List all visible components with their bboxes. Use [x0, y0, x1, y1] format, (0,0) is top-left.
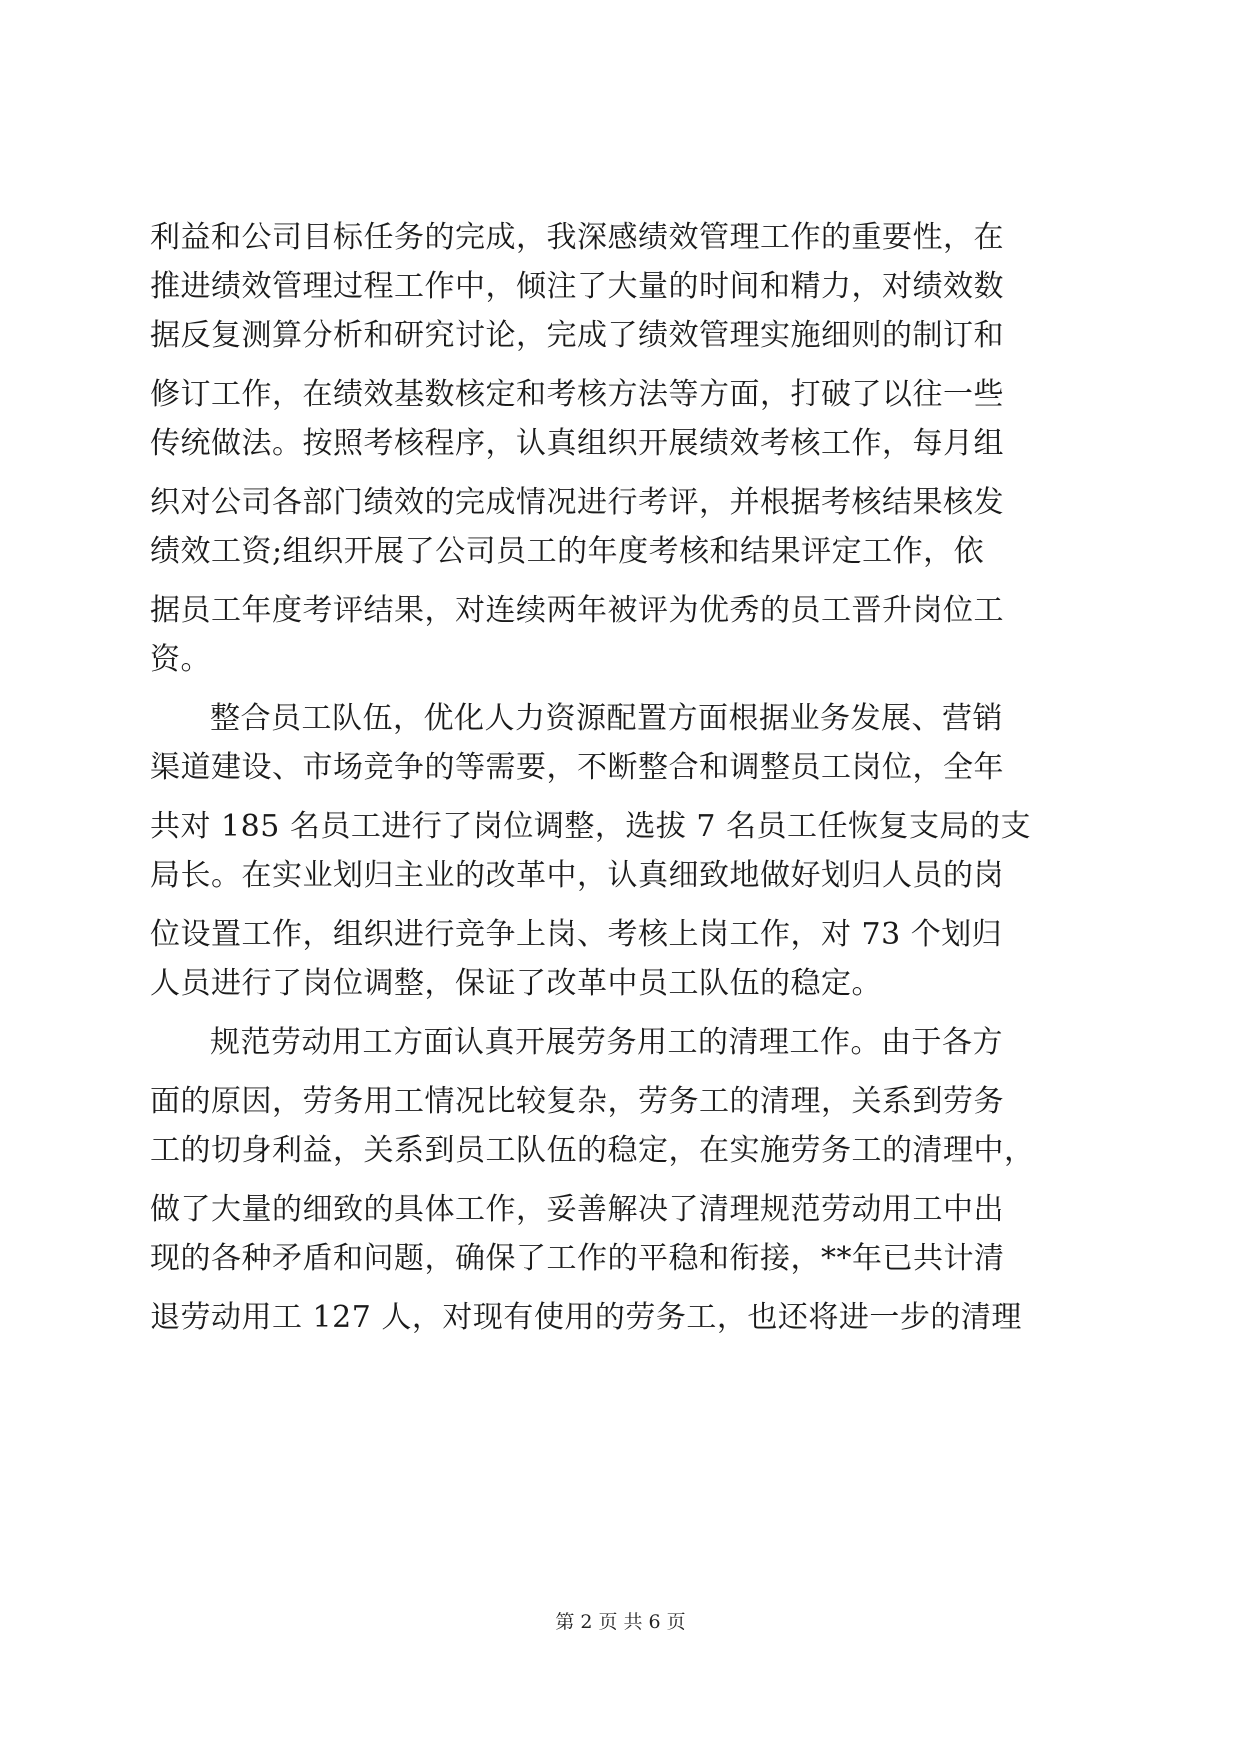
text-line: 据反复测算分析和研究讨论，完成了绩效管理实施细则的制订和	[150, 318, 1004, 353]
text-line: 织对公司各部门绩效的完成情况进行考评，并根据考核结果核发	[150, 485, 1004, 520]
text-line: 共对 185 名员工进行了岗位调整，选拔 7 名员工任恢复支局的支	[150, 809, 1031, 844]
text-line: 工的切身利益，关系到员工队伍的稳定，在实施劳务工的清理中，	[150, 1133, 1035, 1168]
text-line: 资。	[150, 642, 211, 677]
text-line: 现的各种矛盾和问题，确保了工作的平稳和衔接，**年已共计清	[150, 1241, 1005, 1276]
text-line: 面的原因，劳务用工情况比较复杂，劳务工的清理，关系到劳务	[150, 1084, 1004, 1119]
text-line: 人员进行了岗位调整，保证了改革中员工队伍的稳定。	[150, 966, 882, 1001]
text-line: 传统做法。按照考核程序，认真组织开展绩效考核工作，每月组	[150, 426, 1004, 461]
text-line: 修订工作，在绩效基数核定和考核方法等方面，打破了以往一些	[150, 377, 1004, 412]
text-line: 做了大量的细致的具体工作，妥善解决了清理规范劳动用工中出	[150, 1192, 1004, 1227]
text-line: 据员工年度考评结果，对连续两年被评为优秀的员工晋升岗位工	[150, 593, 1004, 628]
text-line: 整合员工队伍，优化人力资源配置方面根据业务发展、营销	[210, 701, 1003, 736]
page-number-footer: 第 2 页 共 6 页	[555, 1611, 686, 1633]
text-line: 渠道建设、市场竞争的等需要，不断整合和调整员工岗位，全年	[150, 750, 1004, 785]
text-line: 退劳动用工 127 人，对现有使用的劳务工，也还将进一步的清理	[150, 1300, 1022, 1335]
text-line: 位设置工作，组织进行竞争上岗、考核上岗工作，对 73 个划归	[150, 917, 1003, 952]
text-line: 利益和公司目标任务的完成，我深感绩效管理工作的重要性，在	[150, 220, 1004, 255]
text-line: 绩效工资;组织开展了公司员工的年度考核和结果评定工作，依	[150, 534, 985, 569]
text-line: 规范劳动用工方面认真开展劳务用工的清理工作。由于各方	[210, 1025, 1003, 1060]
text-line: 局长。在实业划归主业的改革中，认真细致地做好划归人员的岗	[150, 858, 1004, 893]
text-line: 推进绩效管理过程工作中，倾注了大量的时间和精力，对绩效数	[150, 269, 1004, 304]
